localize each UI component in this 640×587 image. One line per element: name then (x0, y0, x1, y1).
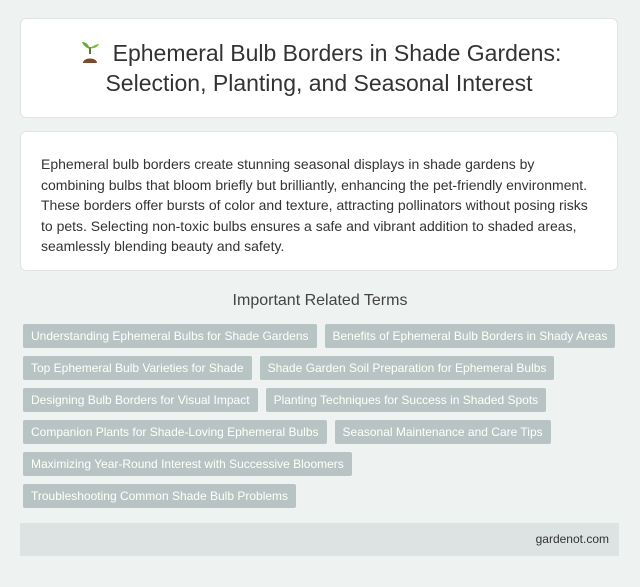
related-term-tag[interactable]: Designing Bulb Borders for Visual Impact (23, 388, 258, 412)
footer (20, 523, 619, 556)
related-term-tag[interactable]: Understanding Ephemeral Bulbs for Shade Gardens (23, 324, 317, 348)
tag-row (23, 324, 623, 348)
page-title-text: Ephemeral Bulb Borders in Shade Gardens: Selection, Planting, and Seasonal Interest (105, 40, 562, 96)
page-title (39, 38, 599, 98)
tag-row (23, 484, 623, 508)
related-term-tag[interactable]: Planting Techniques for Success in Shaded Spots (266, 388, 547, 412)
related-term-tag[interactable]: Top Ephemeral Bulb Varieties for Shade (23, 356, 252, 380)
site-name[interactable]: gardenot.com (535, 532, 609, 546)
intro-paragraph: Ephemeral bulb borders create stunning seasonal displays in shade gardens by combining bulbs that bloom briefly but brilliantly, enhancing the pet-friendly environment. These borders offer bursts of color and texture, attracting pollinators without posing risks to pets. Selecting non-toxic bulbs ensures a safe and vibrant addition to shaded areas, seamlessly blending beauty and safety. (41, 156, 588, 254)
seedling-icon (77, 39, 103, 65)
related-terms-list (23, 324, 623, 516)
related-term-tag[interactable]: Benefits of Ephemeral Bulb Borders in Shady Areas (325, 324, 616, 348)
related-term-tag[interactable]: Maximizing Year-Round Interest with Successive Bloomers (23, 452, 352, 476)
related-term-tag[interactable]: Shade Garden Soil Preparation for Ephemeral Bulbs (260, 356, 555, 380)
title-card (20, 18, 618, 118)
tag-row (23, 420, 623, 444)
related-term-tag[interactable]: Companion Plants for Shade-Loving Ephemeral Bulbs (23, 420, 327, 444)
related-terms-heading: Important Related Terms (232, 292, 408, 309)
intro-card (20, 131, 618, 271)
related-term-tag[interactable]: Troubleshooting Common Shade Bulb Problems (23, 484, 296, 508)
tag-row (23, 452, 623, 476)
tag-row (23, 356, 623, 380)
related-term-tag[interactable]: Seasonal Maintenance and Care Tips (335, 420, 551, 444)
tag-row (23, 388, 623, 412)
